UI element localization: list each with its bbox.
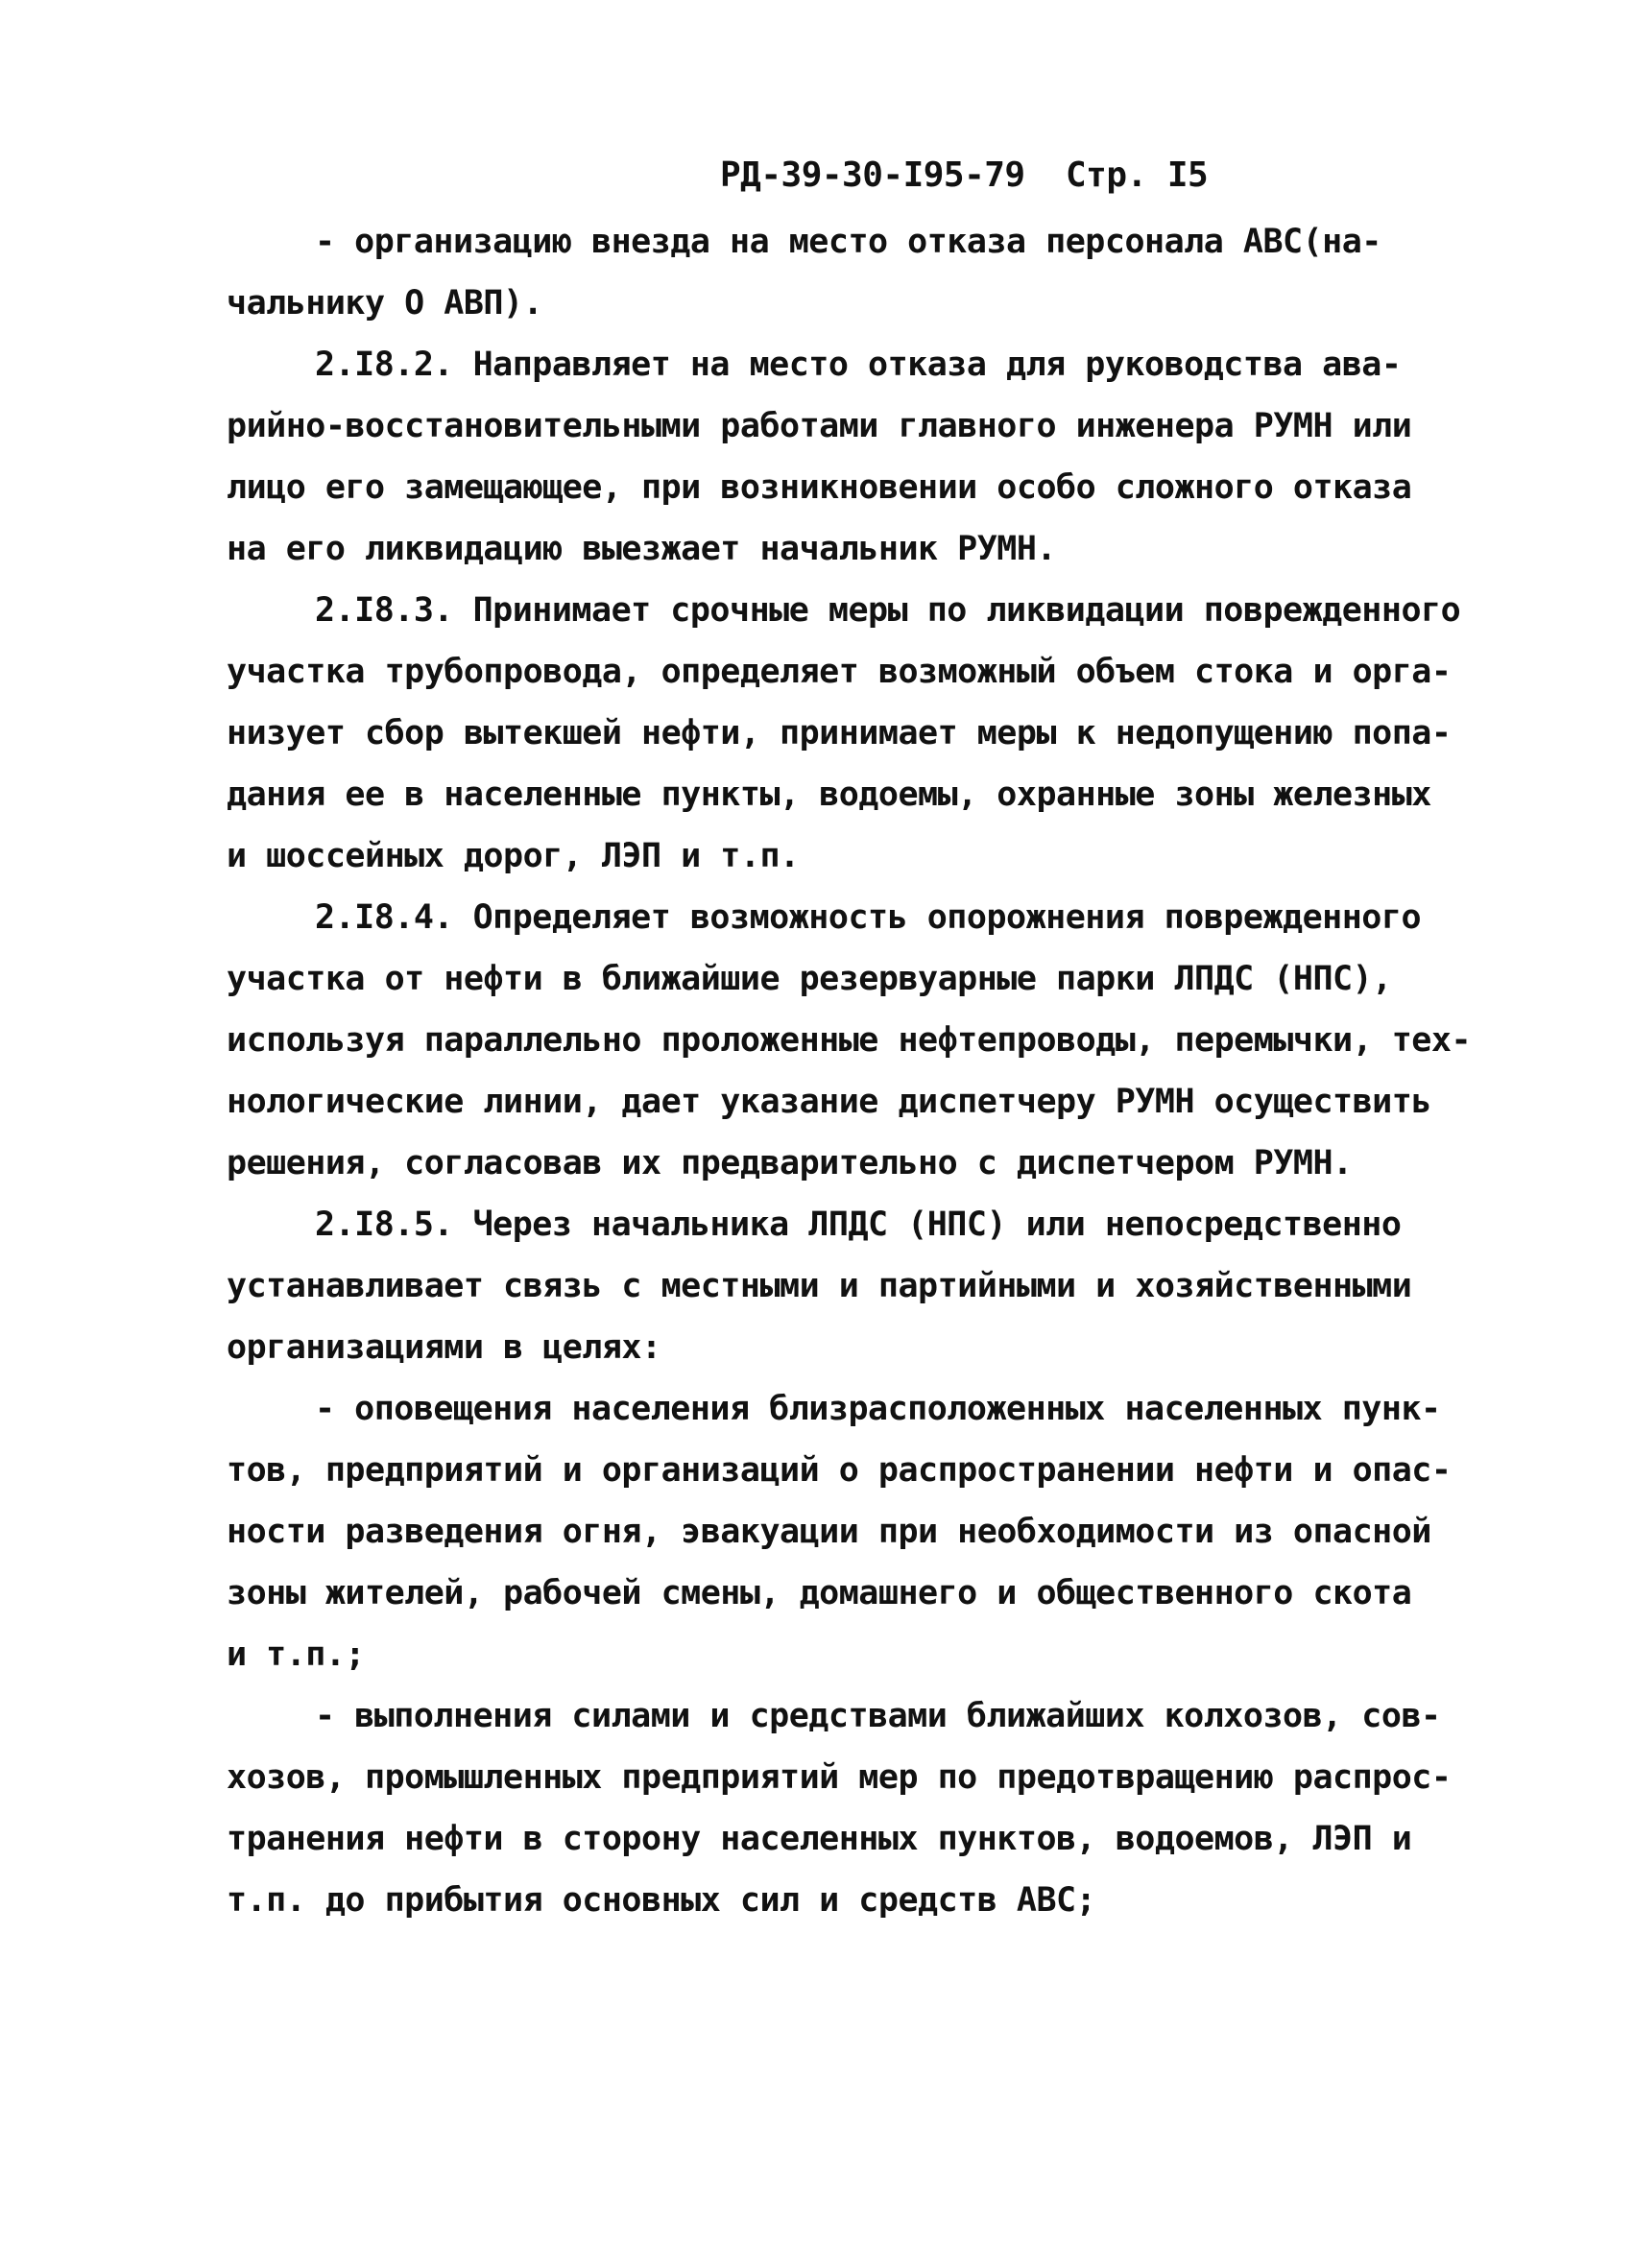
text-line: и т.п.; — [227, 1635, 366, 1674]
text-line: 2.I8.3. Принимает срочные меры по ликвидации поврежденного — [315, 591, 1461, 630]
text-line: лицо его замещающее, при возникновении особо сложного отказа — [227, 468, 1412, 507]
text-line: используя параллельно проложенные нефтепроводы, перемычки, тех- — [227, 1021, 1472, 1060]
text-line: 2.I8.5. Через начальника ЛПДС (НПС) или непосредственно — [315, 1206, 1402, 1244]
text-line: ности разведения огня, эвакуации при необходимости из опасной — [227, 1513, 1431, 1551]
text-line: 2.I8.2. Направляет на место отказа для руководства ава- — [315, 346, 1402, 384]
text-line: устанавливает связь с местными и партийными и хозяйственными — [227, 1267, 1412, 1305]
text-line: - организацию внезда на место отказа персонала АВС(на- — [315, 223, 1381, 261]
text-line: на его ликвидацию выезжает начальник РУМН. — [227, 530, 1057, 568]
text-line: т.п. до прибытия основных сил и средств АВС; — [227, 1881, 1096, 1920]
document-code: РД-39-30-I95-79 — [720, 155, 1025, 195]
text-line: транения нефти в сторону населенных пунктов, водоемов, ЛЭП и — [227, 1820, 1412, 1858]
text-line: - выполнения силами и средствами ближайших колхозов, сов- — [315, 1697, 1441, 1735]
text-line: организациями в целях: — [227, 1328, 661, 1367]
text-line: 2.I8.4. Определяет возможность опорожнения поврежденного — [315, 898, 1422, 937]
text-line: решения, согласовав их предварительно с диспетчером РУМН. — [227, 1144, 1353, 1182]
text-line: низует сбор вытекшей нефти, принимает меры к недопущению попа- — [227, 714, 1452, 752]
text-line: зоны жителей, рабочей смены, домашнего и общественного скота — [227, 1574, 1412, 1612]
text-line: и шоссейных дорог, ЛЭП и т.п. — [227, 837, 800, 875]
text-line: участка трубопровода, определяет возможный объем стока и орга- — [227, 653, 1452, 691]
text-line: нологические линии, дает указание диспетчеру РУМН осуществить — [227, 1083, 1431, 1121]
text-line: чальнику О АВП). — [227, 284, 543, 322]
text-line: тов, предприятий и организаций о распространении нефти и опас- — [227, 1451, 1452, 1490]
text-line: рийно-восстановительными работами главного инженера РУМН или — [227, 407, 1412, 445]
text-line: дания ее в населенные пункты, водоемы, охранные зоны железных — [227, 776, 1431, 814]
page-number: Стр. I5 — [1065, 155, 1209, 195]
page-header — [720, 155, 1208, 195]
text-line: хозов, промышленных предприятий мер по предотвращению распрос- — [227, 1758, 1452, 1797]
text-line: участка от нефти в ближайшие резервуарные парки ЛПДС (НПС), — [227, 960, 1392, 998]
text-line: - оповещения населения близрасположенных населенных пунк- — [315, 1390, 1441, 1428]
